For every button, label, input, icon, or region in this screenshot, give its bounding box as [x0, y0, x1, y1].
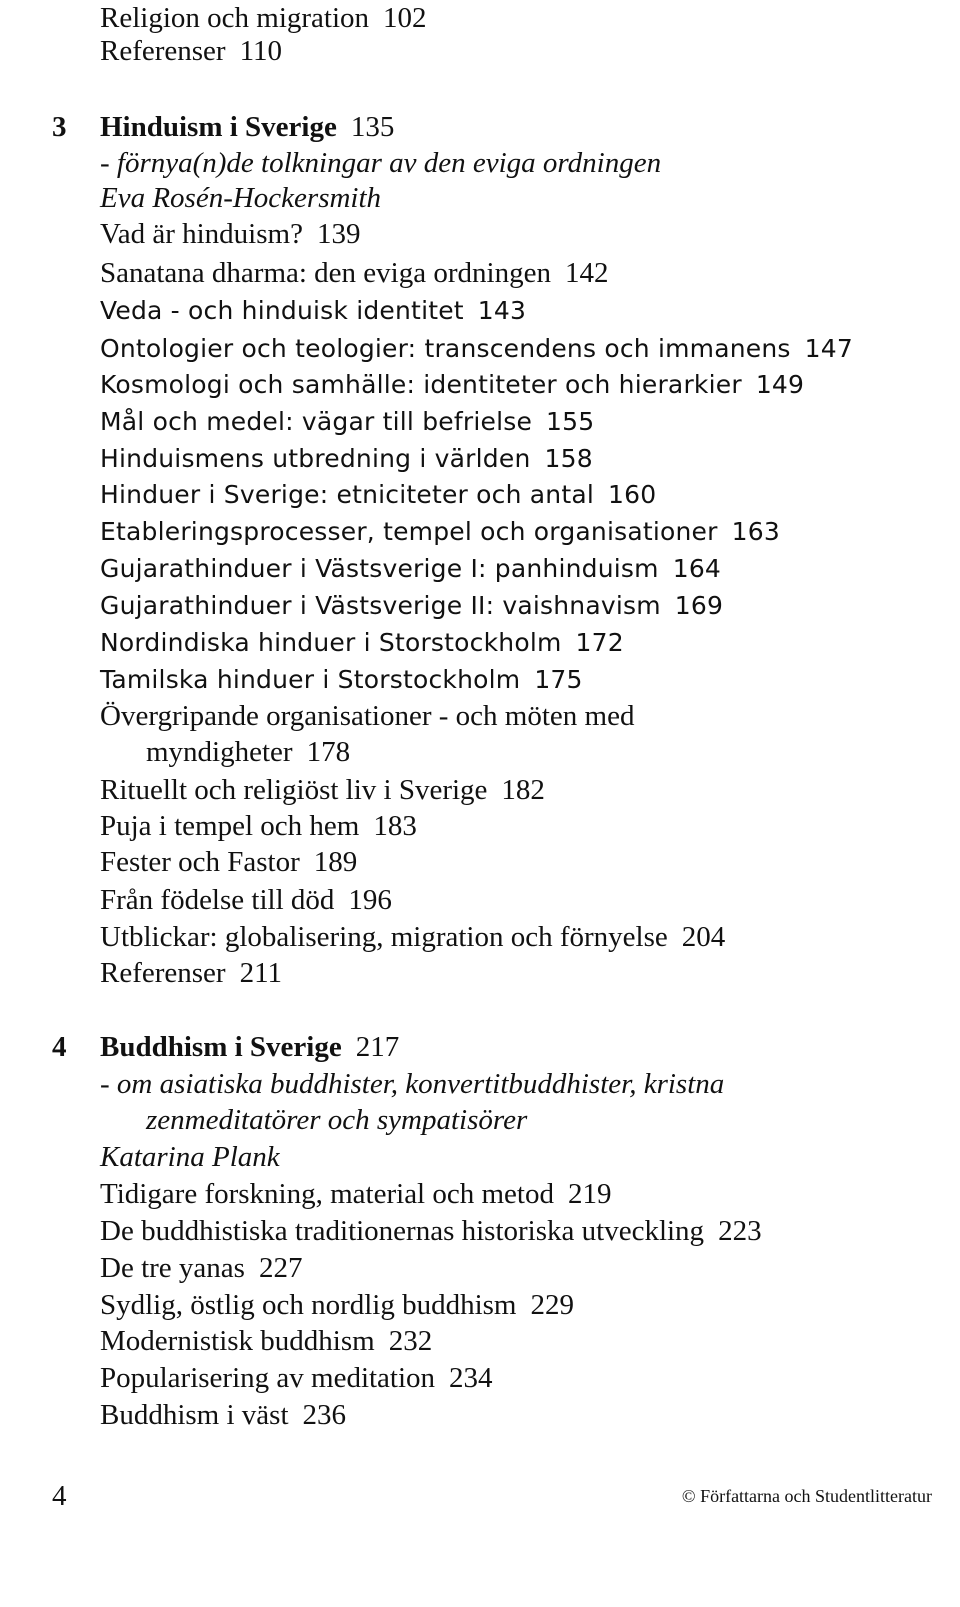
toc-entry: Gujarathinduer i Västsverige I: panhinduism 164 — [100, 554, 722, 583]
toc-entry: Hinduer i Sverige: etniciteter och antal 160 — [100, 480, 657, 509]
chapter-author: Eva Rosén-Hockersmith — [100, 182, 382, 214]
chapter-title: Hinduism i Sverige 135 — [100, 111, 395, 143]
toc-entry: Vad är hinduism? 139 — [100, 218, 361, 250]
toc-entry: Sydlig, östlig och nordlig buddhism 229 — [100, 1289, 574, 1321]
toc-entry: Etableringsprocesser, tempel och organisationer 163 — [100, 517, 780, 546]
copyright-notice: © Författarna och Studentlitteratur — [681, 1486, 932, 1506]
toc-entry: Övergripande organisationer - och möten med — [100, 700, 635, 732]
toc-entry: Nordindiska hinduer i Storstockholm 172 — [100, 628, 624, 657]
toc-entry: Veda - och hinduisk identitet 143 — [100, 296, 527, 325]
chapter-number: 3 — [52, 111, 67, 143]
toc-entry: Modernistisk buddhism 232 — [100, 1325, 433, 1357]
page-number: 4 — [52, 1480, 67, 1512]
toc-entry: Puja i tempel och hem 183 — [100, 810, 417, 842]
toc-entry: Kosmologi och samhälle: identiteter och hierarkier 149 — [100, 370, 805, 399]
toc-entry: Från födelse till död 196 — [100, 884, 392, 916]
chapter-author: Katarina Plank — [100, 1141, 280, 1173]
toc-entry: De tre yanas 227 — [100, 1252, 303, 1284]
toc-entry: Mål och medel: vägar till befrielse 155 — [100, 407, 595, 436]
toc-entry: Rituellt och religiöst liv i Sverige 182 — [100, 774, 545, 806]
toc-entry: Sanatana dharma: den eviga ordningen 142 — [100, 257, 609, 289]
toc-entry: Referenser 110 — [100, 35, 283, 67]
chapter-subtitle: - om asiatiska buddhister, konvertitbuddhister, kristna — [100, 1068, 725, 1100]
toc-entry-continued: myndigheter 178 — [146, 736, 351, 768]
toc-entry: Ontologier och teologier: transcendens och immanens 147 — [100, 334, 853, 363]
toc-entry: Referenser 211 — [100, 957, 283, 989]
toc-entry: Fester och Fastor 189 — [100, 846, 358, 878]
chapter-subtitle-continued: zenmeditatörer och sympatisörer — [146, 1104, 528, 1136]
toc-entry: Tamilska hinduer i Storstockholm 175 — [100, 665, 583, 694]
chapter-subtitle: - förnya(n)de tolkningar av den eviga ordningen — [100, 147, 662, 179]
toc-entry: De buddhistiska traditionernas historiska utveckling 223 — [100, 1215, 762, 1247]
toc-entry: Tidigare forskning, material och metod 219 — [100, 1178, 612, 1210]
toc-entry: Religion och migration 102 — [100, 2, 427, 34]
toc-entry: Utblickar: globalisering, migration och förnyelse 204 — [100, 921, 726, 953]
toc-entry: Gujarathinduer i Västsverige II: vaishnavism 169 — [100, 591, 724, 620]
toc-entry: Popularisering av meditation 234 — [100, 1362, 493, 1394]
toc-entry: Hinduismens utbredning i världen 158 — [100, 444, 593, 473]
chapter-number: 4 — [52, 1031, 67, 1063]
toc-entry: Buddhism i väst 236 — [100, 1399, 347, 1431]
chapter-title: Buddhism i Sverige 217 — [100, 1031, 400, 1063]
